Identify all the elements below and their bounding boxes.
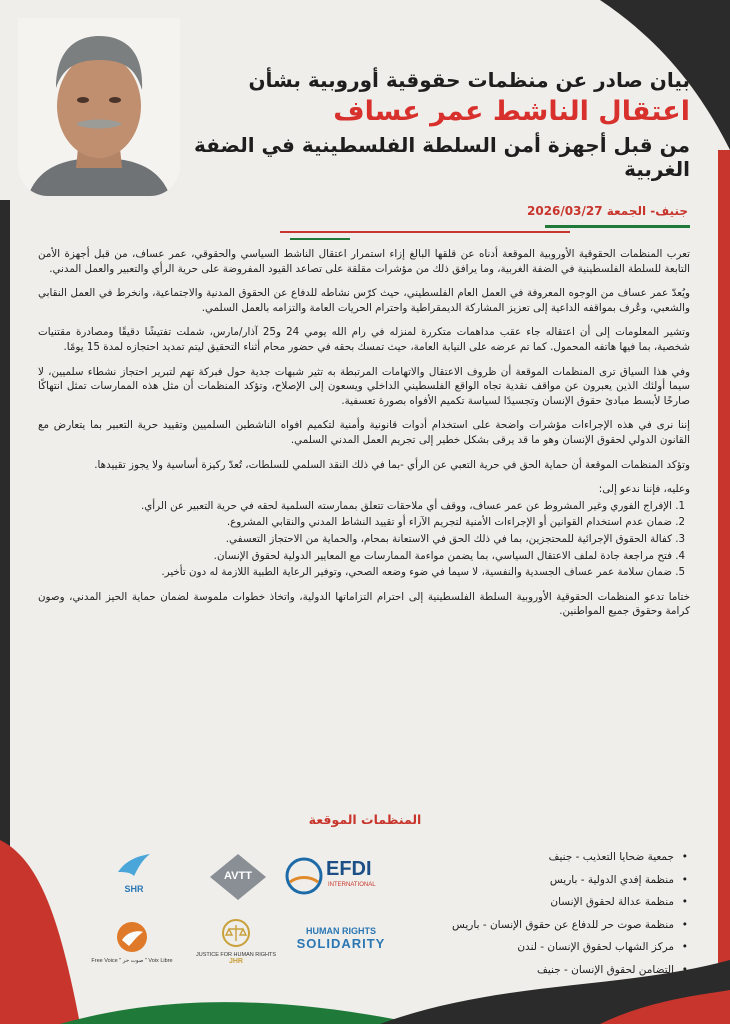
scales-icon (221, 918, 251, 948)
demand-item: 2. ضمان عدم استخدام القوانين أو الإجراءات الأمنية لتجريم الآراء أو تقييد النشاط المدني والنقابي المشروع. (38, 515, 672, 530)
paragraph: إننا نرى في هذه الإجراءات مؤشرات واضحة على استخدام أدوات قانونية وأمنية لتكميم افواه الناشطين السلميين وتقييد حرية التعبير بما يتعارض مع القانون الدولي لحقوق الإنسان وهو ما قد يرقى بشكل خطير إلى تجريم العمل المدني السلمي. (38, 419, 690, 446)
free-voice-logo: Free Voice " صوت حر " Voix Libre (82, 920, 182, 964)
signatories-title: المنظمات الموقعة (308, 812, 422, 827)
signatories-list (398, 846, 688, 982)
bottom-green-shape (60, 1002, 420, 1024)
dateline: جنيف- الجمعة 2026/03/27 (527, 204, 688, 218)
demand-item: 5. ضمان سلامة عمر عساف الجسدية والنفسية، لا سيما في ضوء وضعه الصحي، وتوفير الرعاية الطبية اللازمة له دون تأخير. (38, 565, 672, 580)
paragraph: وفي هذا السياق ترى المنظمات الموقعة أن ظروف الاعتقال والاتهامات المرتبطة به تثير شبهات جدية حول فبركة تهم لتبرير احتجاز نشطاء سلميين، لا سيما أولئك الذين يعبرون عن مواقف نقدية تجاه الواقع الفلسطيني الداخلي ويسعون إلى الإصلاح، وتؤكد المنظمات أن مثل هذه الممارسات تمثل انتهاكًا صارخًا لأبسط مبادئ حقوق الإنسان وتجسيدًا لسياسة تكميم الأفواه بصورة تعسفية. (38, 365, 690, 407)
demands-intro: وعليه، فإننا ندعو إلى: (598, 483, 690, 496)
divider-green (545, 225, 690, 228)
statement-body (38, 247, 690, 629)
bird-icon (115, 920, 149, 954)
signatory-item: • التضامن لحقوق الإنسان - جنيف (398, 959, 688, 982)
paragraph: وتشير المعلومات إلى أن اعتقاله جاء عقب مداهمات متكررة لمنزله في رام الله يومي 24 و25 آذار/مارس، شملت تفتيشًا دقيقًا ومصادرة مقتنيات شخصية، بما فيها هاتفه المحمول. كما تم عرضه على النيابة العامة، حيث تمسك بحقه في حضور محام أثناء التحقيق ليتم تمديد احتجازه لمدة 15 يومًا. (38, 326, 690, 353)
signatory-item: • مركز الشهاب لحقوق الإنسان - لندن (398, 936, 688, 959)
header-line-1: بيان صادر عن منظمات حقوقية أوروبية بشأن (248, 68, 690, 92)
paragraph: تعرب المنظمات الحقوقية الأوروبية الموقعة أدناه عن قلقها البالغ إزاء استمرار اعتقال الناشط السياسي والحقوقي، عمر عساف، من قبل أجهزة الأمن التابعة للسلطة الفلسطينية في الضفة الغربية، وما يرافق ذلك من مؤشرات مقلقة على تصاعد القيود المفروضة على حرية الرأي والتعبير والعمل المدني. (38, 248, 690, 275)
divider-green-2 (290, 238, 350, 240)
divider-red (280, 231, 570, 233)
paragraph: ويُعدّ عمر عساف من الوجوه المعروفة في العمل العام الفلسطيني، حيث كرّس نشاطه للدفاع عن الحقوق المدنية والاجتماعية، وانخرط في العمل النقابي والشعبي، وعُرف بمواقفه الداعية إلى تعزيز المشاركة الديمقراطية واحترام الحريات العامة والتزامه بالعمل السلمي. (38, 287, 690, 314)
right-red-strip (718, 150, 730, 1024)
efdi-logo: EFDI INTERNATIONAL (284, 852, 388, 900)
signatory-item: • جمعية ضحايا التعذيب - جنيف (398, 846, 688, 869)
header-line-3: من قبل أجهزة أمن السلطة الفلسطينية في الضفة الغربية (194, 133, 690, 181)
signatory-item: • منظمة عدالة لحقوق الإنسان (398, 891, 688, 914)
left-dark-strip (0, 200, 10, 900)
signatory-item: • منظمة إفدي الدولية - باريس (398, 869, 688, 892)
dove-icon (114, 850, 154, 880)
paragraph: وتؤكد المنظمات الموقعة أن حماية الحق في حرية التعبي عن الرأي -بما في ذلك النقد السلمي للسلطات، تُعدّ ركيزة أساسية ولا يجوز تقييدها. (94, 458, 690, 471)
demand-item: 1. الإفراج الفوري وغير المشروط عن عمر عساف، ووقف أي ملاحقات تتعلق بممارسته السلمية لحقه في حرية التعبير عن الرأي. (38, 499, 672, 514)
header (185, 68, 690, 181)
header-title: اعتقال الناشط عمر عساف (333, 96, 690, 127)
demand-item: 4. فتح مراجعة جادة لملف الاعتقال السياسي، بما يضمن مواءمة الممارسات مع المعايير الدولية لحقوق الإنسان. (38, 549, 672, 564)
demand-item: 3. كفالة الحقوق الإجرائية للمحتجزين، بما في ذلك الحق في الاستعانة بمحام، والحماية من الاحتجاز التعسفي. (38, 532, 672, 547)
demands-list (38, 499, 690, 580)
bottom-left-red-shape (0, 840, 80, 1024)
jhr-logo: JUSTICE FOR HUMAN RIGHTS JHR (186, 918, 286, 965)
closing-paragraph: ختاما تدعو المنظمات الحقوقية الأوروبية السلطة الفلسطينية إلى احترام التزاماتها الدولية، واتخاذ خطوات ملموسة لضمان حماية الحيز المدني، وصون كرامة وحقوق جميع المواطنين. (38, 590, 690, 618)
globe-icon (284, 856, 324, 896)
shr-logo: SHR (112, 850, 156, 894)
portrait-photo (18, 18, 180, 196)
signatory-item: • منظمة صوت حر للدفاع عن حقوق الإنسان - باريس (398, 914, 688, 937)
avtt-logo: AVTT (208, 852, 268, 902)
human-rights-solidarity-logo: HUMAN RIGHTS SOLIDARITY (296, 926, 386, 951)
